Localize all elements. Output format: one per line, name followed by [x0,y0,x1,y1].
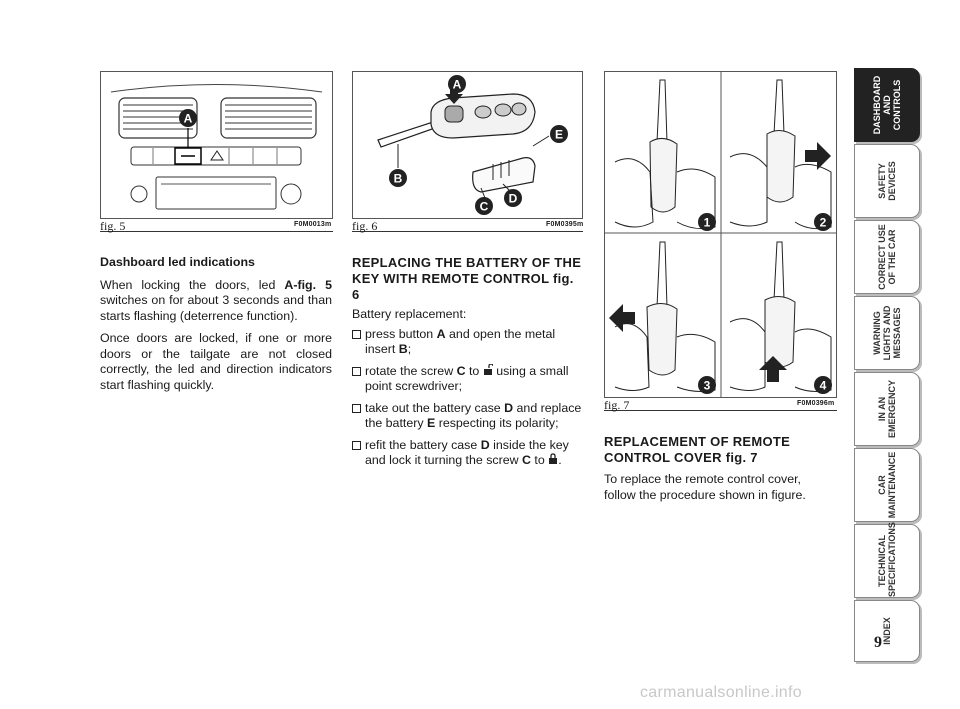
fig6-label: fig. 6 [352,219,378,233]
label-ref: D [504,400,514,415]
label-ref: C [456,363,466,378]
bullet-box-icon [352,441,361,450]
list-item [352,364,584,395]
text-fragment: inside the key and lock it turning the screw [365,437,569,467]
label-ref: C [522,453,531,467]
fig7-rule [604,410,837,411]
fig5-callout-a: A [183,111,193,126]
section-title-dashboard-led: Dashboard led indications [100,255,255,269]
paragraph-led-doors: Once doors are locked, if one or more doors or the tailgate are not closed correctly, the led and direction indicators start flashing quickly. [100,331,332,392]
text-fragment: to [530,453,549,467]
battery-steps-list [352,327,584,469]
label-ref: E [427,416,436,430]
bullet-box-icon [352,404,361,413]
section-heading-battery: REPLACING THE BATTERY OF THE KEY WITH REMOTE CONTROL fig. 6 [352,255,582,302]
remote-cover-steps-illustration [605,72,836,397]
fig5-rule [100,231,333,232]
fig7-step-1: 1 [703,215,711,230]
fig5-image [100,71,333,219]
text-fragment: rotate the screw [365,363,457,378]
column-1 [100,255,332,400]
text-fragment: . [558,453,562,467]
text-fragment: take out the battery case [365,400,505,415]
text-fragment: switches on for about 3 seconds and than starts flashing (deterrence function). [100,293,332,323]
bullet-box-icon [352,330,361,339]
fig5-code: F0M0013m [294,221,332,228]
fig6-callout-b: B [393,171,403,186]
dashboard-vents-illustration [101,72,332,218]
fig6-code: F0M0395m [546,221,584,228]
tab-1[interactable] [854,144,920,218]
fig7-step-3: 3 [703,378,711,393]
tab-3[interactable] [854,296,920,370]
unlock-icon [483,364,493,376]
bullet-box-icon [352,367,361,376]
battery-intro: Battery replacement: [352,307,467,321]
label-ref: A [436,326,446,341]
fig7-image [604,71,837,398]
tab-6[interactable] [854,524,920,598]
list-item [352,401,584,432]
fig6-callout-d: D [508,191,518,206]
text-fragment: refit the battery case [365,437,481,452]
tab-label: WARNING LIGHTS AND MESSAGES [872,305,902,361]
text-fragment: using a small point screwdriver; [365,363,569,393]
lock-icon [548,453,558,465]
watermark: carmanualsonline.info [640,684,802,701]
text-fragment: and open the metal insert [365,326,556,356]
fig6-callout-a: A [452,77,462,92]
page-number: 9 [874,634,882,651]
tab-2[interactable] [854,220,920,294]
tab-label: DASHBOARD AND CONTROLS [872,75,902,135]
label-ref: B [398,342,408,356]
text-fragment: to [465,363,483,378]
tab-7[interactable] [854,600,920,662]
text-fragment: press button [365,326,437,341]
section-heading-cover: REPLACEMENT OF REMOTE CONTROL COVER fig. 7 [604,434,791,465]
fig7-code: F0M0396m [797,400,835,407]
key-battery-illustration [353,72,582,218]
list-item [352,327,584,358]
column-3 [604,434,836,503]
fig6-callout-c: C [479,199,489,214]
tab-label: CORRECT USE OF THE CAR [877,224,897,290]
fig7-step-4: 4 [819,378,827,393]
fig5-label: fig. 5 [100,219,126,233]
text-fragment: ; [407,342,412,356]
tab-4[interactable] [854,372,920,446]
cover-body: To replace the remote control cover, follow the procedure shown in figure. [604,472,806,502]
label-ref: D [480,437,490,452]
column-2 [352,255,584,475]
tab-5[interactable] [854,448,920,522]
fig6-image [352,71,583,219]
text-fragment: When locking the doors, led [100,277,285,292]
tab-label: IN AN EMERGENCY [877,380,897,439]
fig6-callout-e: E [554,127,564,142]
fig7-label: fig. 7 [604,398,630,412]
fig7-step-2: 2 [819,215,827,230]
paragraph-led-locking [100,278,332,325]
fig6-rule [352,231,583,232]
tab-label: TECHNICAL SPECIFICATIONS [877,522,897,597]
list-item [352,438,584,469]
figure-reference: A-fig. 5 [284,277,332,292]
tab-label: CAR MAINTENANCE [877,451,897,519]
tab-label: SAFETY DEVICES [877,161,897,201]
text-fragment: respecting its polarity; [435,416,559,430]
tab-label: INDEX [882,617,892,645]
text-fragment: and replace the battery [365,400,582,430]
tab-0[interactable] [854,68,920,142]
